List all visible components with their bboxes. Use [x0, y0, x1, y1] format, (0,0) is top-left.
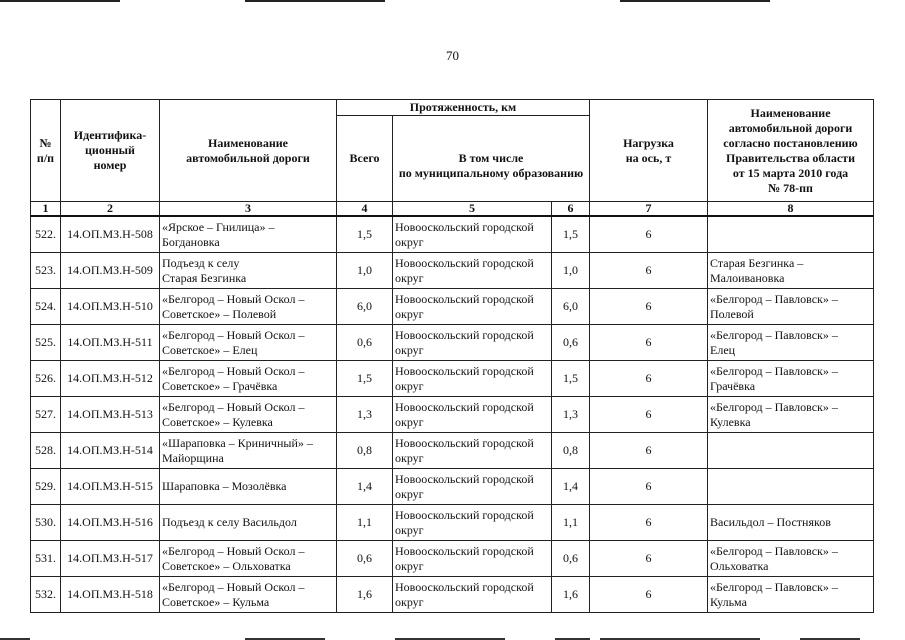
previous-road-name — [708, 216, 874, 253]
municipality: Новооскольский городской округ — [393, 433, 552, 469]
axle-load: 6 — [590, 469, 708, 505]
header-load: Нагрузка на ось, т — [590, 100, 708, 202]
column-number: 3 — [160, 202, 337, 217]
total-length: 1,0 — [337, 253, 393, 289]
table-body — [31, 216, 874, 613]
table-row — [31, 325, 874, 361]
municipal-length: 1,5 — [552, 216, 590, 253]
municipal-length: 6,0 — [552, 289, 590, 325]
column-number: 4 — [337, 202, 393, 217]
municipal-length: 1,1 — [552, 505, 590, 541]
municipal-length: 0,6 — [552, 325, 590, 361]
column-number: 5 — [393, 202, 552, 217]
total-length: 0,8 — [337, 433, 393, 469]
road-name: Подъезд к селу Старая Безгинка — [160, 253, 337, 289]
total-length: 1,3 — [337, 397, 393, 433]
table-row — [31, 289, 874, 325]
road-name: «Белгород – Новый Оскол – Советское» – Полевой — [160, 289, 337, 325]
header-name: Наименование автомобильной дороги — [160, 100, 337, 202]
road-id: 14.ОП.МЗ.Н-511 — [61, 325, 160, 361]
table-row — [31, 253, 874, 289]
axle-load: 6 — [590, 216, 708, 253]
road-id: 14.ОП.МЗ.Н-509 — [61, 253, 160, 289]
municipality: Новооскольский городской округ — [393, 397, 552, 433]
municipality: Новооскольский городской округ — [393, 216, 552, 253]
column-number: 2 — [61, 202, 160, 217]
header-row-top — [31, 100, 874, 116]
road-name: «Белгород – Новый Оскол – Советское» – Кульма — [160, 577, 337, 613]
municipal-length: 1,5 — [552, 361, 590, 397]
axle-load: 6 — [590, 505, 708, 541]
axle-load: 6 — [590, 253, 708, 289]
table-row — [31, 433, 874, 469]
previous-road-name: «Белгород – Павловск» – Ольховатка — [708, 541, 874, 577]
row-number: 525. — [31, 325, 61, 361]
column-number: 6 — [552, 202, 590, 217]
municipality: Новооскольский городской округ — [393, 577, 552, 613]
road-name: «Белгород – Новый Оскол – Советское» – Елец — [160, 325, 337, 361]
row-number: 523. — [31, 253, 61, 289]
column-number: 8 — [708, 202, 874, 217]
table-row — [31, 505, 874, 541]
table-row — [31, 361, 874, 397]
axle-load: 6 — [590, 577, 708, 613]
row-number: 522. — [31, 216, 61, 253]
row-number: 532. — [31, 577, 61, 613]
total-length: 1,4 — [337, 469, 393, 505]
total-length: 6,0 — [337, 289, 393, 325]
table-row — [31, 397, 874, 433]
page-number: 70 — [446, 48, 459, 63]
road-name: Шараповка – Мозолёвка — [160, 469, 337, 505]
axle-load: 6 — [590, 541, 708, 577]
road-id: 14.ОП.МЗ.Н-512 — [61, 361, 160, 397]
row-number: 530. — [31, 505, 61, 541]
column-number: 1 — [31, 202, 61, 217]
row-number: 529. — [31, 469, 61, 505]
road-name: «Ярское – Гнилица» – Богдановка — [160, 216, 337, 253]
header-municipal-text: В том числе по муниципальному образованию — [398, 151, 584, 180]
table-row — [31, 469, 874, 505]
municipal-length: 0,6 — [552, 541, 590, 577]
axle-load: 6 — [590, 433, 708, 469]
column-number: 7 — [590, 202, 708, 217]
total-length: 0,6 — [337, 325, 393, 361]
road-id: 14.ОП.МЗ.Н-516 — [61, 505, 160, 541]
municipality: Новооскольский городской округ — [393, 253, 552, 289]
municipal-length: 1,6 — [552, 577, 590, 613]
road-id: 14.ОП.МЗ.Н-508 — [61, 216, 160, 253]
previous-road-name: Васильдол – Постняков — [708, 505, 874, 541]
road-name: «Шараповка – Криничный» – Майорщина — [160, 433, 337, 469]
municipality: Новооскольский городской округ — [393, 541, 552, 577]
municipality: Новооскольский городской округ — [393, 325, 552, 361]
header-id: Идентифика- ционный номер — [61, 100, 160, 202]
header-length-group: Протяженность, км — [337, 100, 590, 116]
road-name: «Белгород – Новый Оскол – Советское» – Ольховатка — [160, 541, 337, 577]
municipal-length: 1,3 — [552, 397, 590, 433]
road-id: 14.ОП.МЗ.Н-514 — [61, 433, 160, 469]
previous-road-name: «Белгород – Павловск» – Кульма — [708, 577, 874, 613]
axle-load: 6 — [590, 397, 708, 433]
municipality: Новооскольский городской округ — [393, 505, 552, 541]
previous-road-name: «Белгород – Павловск» – Полевой — [708, 289, 874, 325]
axle-load: 6 — [590, 325, 708, 361]
top-scan-edge — [0, 0, 905, 3]
row-number: 531. — [31, 541, 61, 577]
total-length: 1,6 — [337, 577, 393, 613]
row-number: 526. — [31, 361, 61, 397]
previous-road-name — [708, 469, 874, 505]
municipality: Новооскольский городской округ — [393, 469, 552, 505]
axle-load: 6 — [590, 361, 708, 397]
municipality: Новооскольский городской округ — [393, 289, 552, 325]
total-length: 1,5 — [337, 216, 393, 253]
municipal-length: 1,0 — [552, 253, 590, 289]
roads-table — [30, 99, 874, 613]
previous-road-name: Старая Безгинка – Малоивановка — [708, 253, 874, 289]
road-name: «Белгород – Новый Оскол – Советское» – Грачёвка — [160, 361, 337, 397]
total-length: 1,5 — [337, 361, 393, 397]
column-number-row — [31, 202, 874, 217]
municipality: Новооскольский городской округ — [393, 361, 552, 397]
row-number: 528. — [31, 433, 61, 469]
table-row — [31, 577, 874, 613]
table-row — [31, 541, 874, 577]
previous-road-name: «Белгород – Павловск» – Елец — [708, 325, 874, 361]
total-length: 1,1 — [337, 505, 393, 541]
total-length: 0,6 — [337, 541, 393, 577]
road-id: 14.ОП.МЗ.Н-517 — [61, 541, 160, 577]
road-id: 14.ОП.МЗ.Н-515 — [61, 469, 160, 505]
row-number: 524. — [31, 289, 61, 325]
road-name: Подъезд к селу Васильдол — [160, 505, 337, 541]
header-prev-name: Наименование автомобильной дороги согласно постановлению Правительства области от 15 марта 2010 года № 78-пп — [708, 100, 874, 202]
road-id: 14.ОП.МЗ.Н-510 — [61, 289, 160, 325]
axle-load: 6 — [590, 289, 708, 325]
municipal-length: 1,4 — [552, 469, 590, 505]
table-row — [31, 216, 874, 253]
previous-road-name — [708, 433, 874, 469]
road-id: 14.ОП.МЗ.Н-518 — [61, 577, 160, 613]
header-municipal — [393, 116, 590, 202]
municipal-length: 0,8 — [552, 433, 590, 469]
header-total: Всего — [337, 116, 393, 202]
row-number: 527. — [31, 397, 61, 433]
header-num: № п/п — [31, 100, 61, 202]
road-name: «Белгород – Новый Оскол – Советское» – Кулевка — [160, 397, 337, 433]
previous-road-name: «Белгород – Павловск» – Кулевка — [708, 397, 874, 433]
road-id: 14.ОП.МЗ.Н-513 — [61, 397, 160, 433]
previous-road-name: «Белгород – Павловск» – Грачёвка — [708, 361, 874, 397]
